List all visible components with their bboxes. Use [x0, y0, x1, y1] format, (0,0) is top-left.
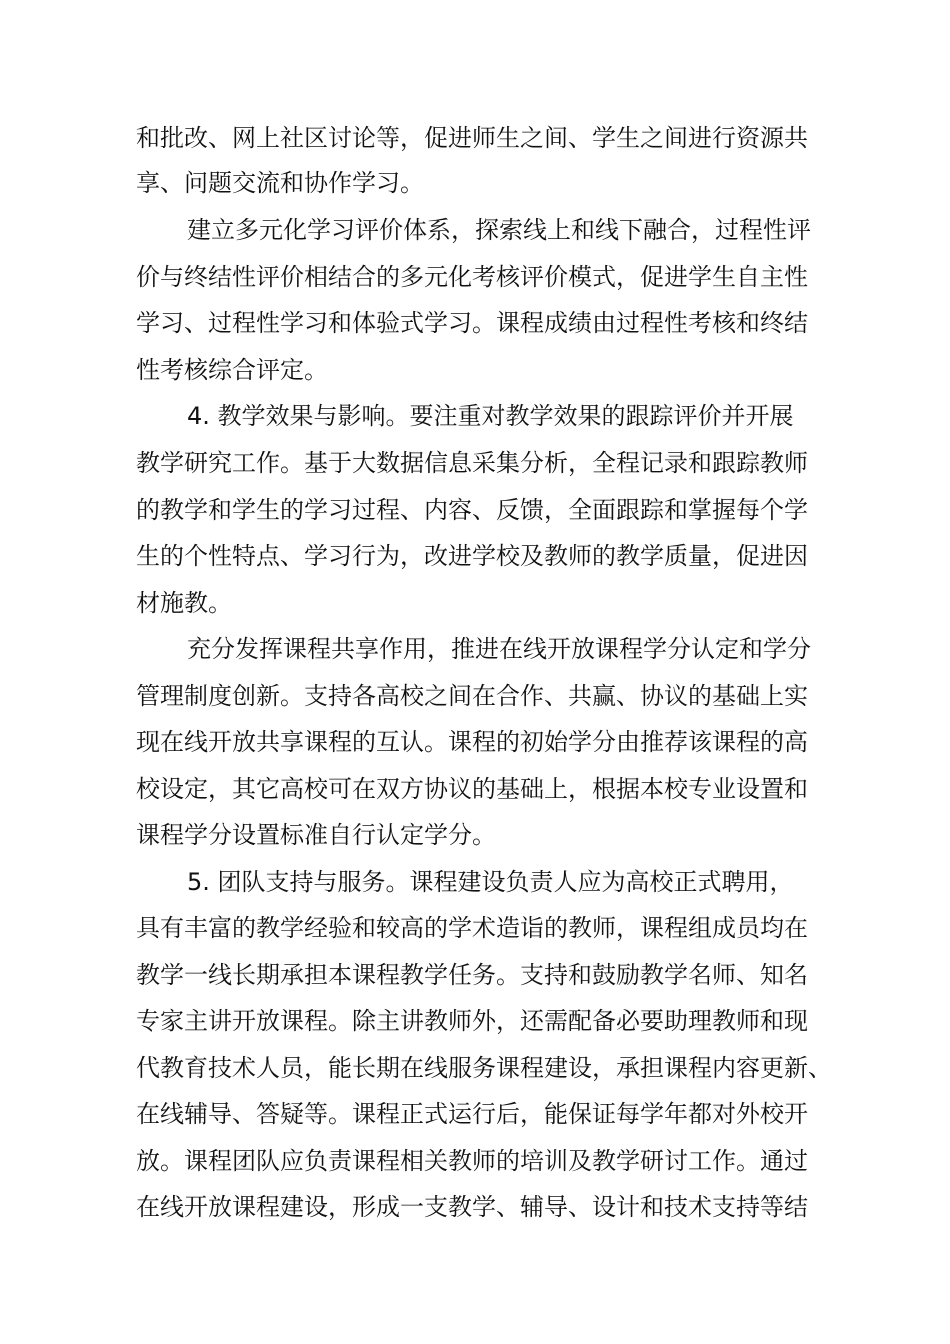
text-line: 现在线开放共享课程的互认。课程的初始学分由推荐该课程的高: [136, 728, 808, 756]
text-line: 课程学分设置标准自行认定学分。: [136, 821, 496, 849]
text-line: 享、问题交流和协作学习。: [136, 169, 424, 197]
text-line: 学习、过程性学习和体验式学习。课程成绩由过程性考核和终结: [136, 309, 808, 337]
text-line: 教学一线长期承担本课程教学任务。支持和鼓励教学名师、知名: [136, 961, 808, 989]
text-line: 校设定，其它高校可在双方协议的基础上，根据本校专业设置和: [136, 775, 808, 803]
section-heading-line: 4. 教学效果与影响。要注重对教学效果的跟踪评价并开展: [187, 402, 794, 430]
text-line: 教学研究工作。基于大数据信息采集分析，全程记录和跟踪教师: [136, 449, 808, 477]
text-line: 和批改、网上社区讨论等，促进师生之间、学生之间进行资源共: [136, 124, 808, 152]
section-heading-line: 5. 团队支持与服务。课程建设负责人应为高校正式聘用，: [187, 868, 794, 896]
text-line: 生的个性特点、学习行为，改进学校及教师的教学质量，促进因: [136, 542, 808, 570]
text-line: 在线辅导、答疑等。课程正式运行后，能保证每学年都对外校开: [136, 1100, 808, 1128]
text-line: 管理制度创新。支持各高校之间在合作、共赢、协议的基础上实: [136, 682, 808, 710]
text-line: 在线开放课程建设，形成一支教学、辅导、设计和技术支持等结: [136, 1193, 808, 1221]
text-line: 具有丰富的教学经验和较高的学术造诣的教师，课程组成员均在: [136, 914, 808, 942]
text-line: 材施教。: [136, 589, 232, 617]
text-line: 放。课程团队应负责课程相关教师的培训及教学研讨工作。通过: [136, 1147, 808, 1175]
text-line: 性考核综合评定。: [136, 356, 328, 384]
text-line: 代教育技术人员，能长期在线服务课程建设，承担课程内容更新、: [136, 1054, 832, 1082]
text-line: 价与终结性评价相结合的多元化考核评价模式，促进学生自主性: [136, 263, 808, 291]
text-line: 专家主讲开放课程。除主讲教师外，还需配备必要助理教师和现: [136, 1007, 808, 1035]
paragraph-first-line: 建立多元化学习评价体系，探索线上和线下融合，过程性评: [187, 216, 811, 244]
paragraph-first-line: 充分发挥课程共享作用，推进在线开放课程学分认定和学分: [187, 635, 811, 663]
text-line: 的教学和学生的学习过程、内容、反馈，全面跟踪和掌握每个学: [136, 496, 808, 524]
